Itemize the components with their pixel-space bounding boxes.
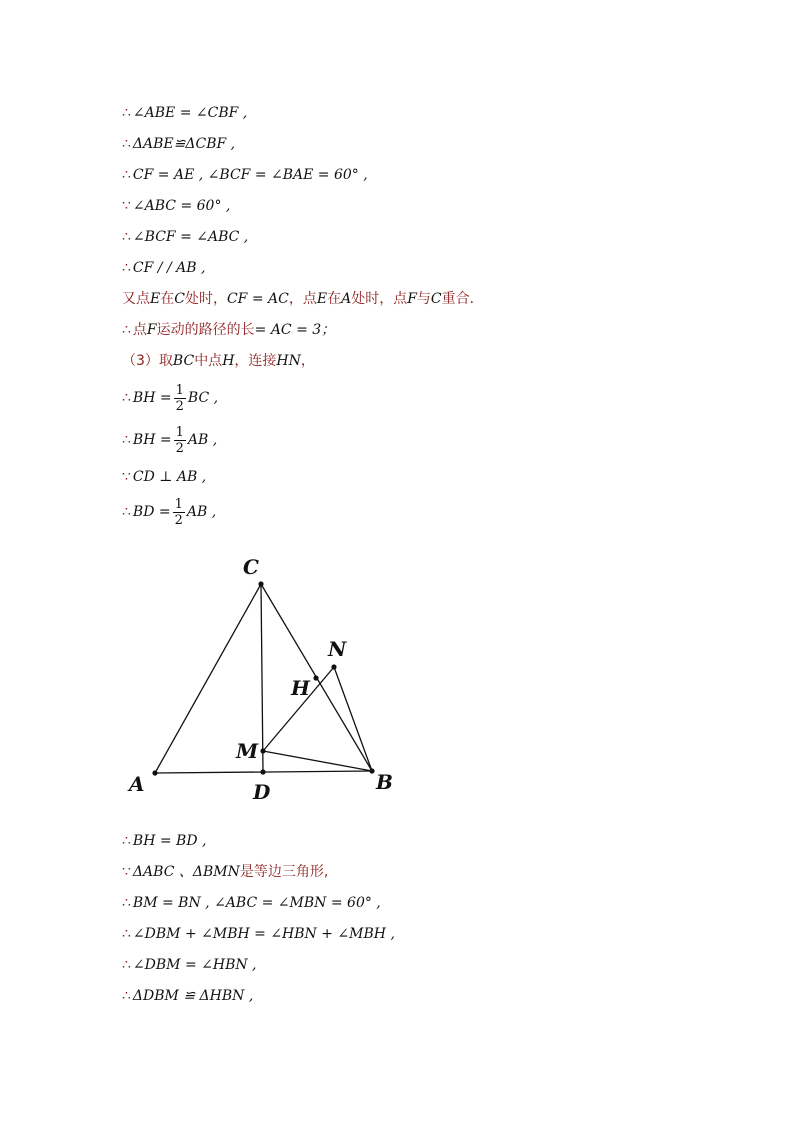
math-expr: ΔABC 、ΔBMN (132, 864, 240, 880)
text: ， (300, 353, 315, 369)
math-expr: BC , (187, 390, 219, 406)
fraction-numerator: 1 (175, 382, 184, 398)
therefore-symbol: ∴ (122, 432, 131, 448)
math-var: E (150, 291, 161, 307)
math-expr: CF / / AB , (132, 260, 206, 276)
label-M: M (236, 739, 259, 763)
therefore-symbol: ∴ (122, 895, 131, 911)
segment-NB (334, 667, 372, 771)
point-A (152, 770, 157, 775)
text: 重合． (441, 291, 484, 307)
label-C: C (243, 555, 259, 579)
text: 运动的路径的长 (156, 322, 255, 338)
math-expr: CF = AC (226, 291, 289, 307)
fraction-numerator: 1 (175, 424, 184, 440)
therefore-symbol: ∴ (122, 105, 131, 121)
proof-line-b4 (122, 921, 395, 947)
proof-line-b2 (122, 859, 328, 885)
therefore-symbol: ∴ (122, 136, 131, 152)
proof-line-b6 (122, 983, 253, 1009)
therefore-symbol: ∴ (122, 957, 131, 973)
math-expr: AB , (187, 432, 218, 448)
segment-CD (261, 584, 263, 772)
math-var: E (316, 291, 328, 307)
label-A: A (129, 772, 145, 796)
math-var: H (222, 353, 235, 369)
math-expr: ∠DBM = ∠HBN , (132, 957, 257, 973)
label-B: B (376, 770, 393, 794)
math-var: A (341, 291, 352, 307)
text: 处时，点 (351, 291, 408, 307)
fraction-numerator: 1 (174, 496, 183, 512)
therefore-symbol: ∴ (122, 504, 131, 520)
math-var: C (430, 291, 442, 307)
point-B (369, 768, 374, 773)
text: 在 (160, 291, 175, 307)
fraction-denominator: 2 (174, 512, 183, 528)
math-expr: ∠DBM + ∠MBH = ∠HBN + ∠MBH , (132, 926, 395, 942)
text: 是等边三角形, (239, 864, 329, 880)
therefore-symbol: ∴ (122, 167, 131, 183)
segment-MB (263, 751, 372, 771)
label-H: H (291, 676, 310, 700)
because-symbol: ∵ (122, 469, 131, 485)
math-expr: = AC = 3； (254, 322, 336, 338)
math-var: F (146, 322, 157, 338)
because-symbol: ∵ (122, 198, 131, 214)
math-var: C (174, 291, 185, 307)
math-var: HN (276, 353, 301, 369)
text: （3）取 (122, 353, 173, 369)
proof-line-b1 (122, 828, 206, 854)
text: 处时， (184, 291, 227, 307)
point-H (313, 675, 318, 680)
therefore-symbol: ∴ (122, 322, 131, 338)
therefore-symbol: ∴ (122, 390, 131, 406)
therefore-symbol: ∴ (122, 833, 131, 849)
label-N: N (328, 637, 347, 661)
text: 又点 (122, 291, 150, 307)
math-expr: ΔABE≌ΔCBF , (132, 136, 236, 152)
math-expr: ΔDBM ≌ ΔHBN , (132, 988, 254, 1004)
math-expr: CF = AE , ∠BCF = ∠BAE = 60° , (132, 167, 368, 183)
therefore-symbol: ∴ (122, 229, 131, 245)
proof-line-b5 (122, 952, 257, 978)
math-expr: ∠ABE = ∠CBF , (132, 105, 248, 121)
point-M (260, 748, 265, 753)
text: 中点 (194, 353, 223, 369)
math-expr: BH = (132, 390, 172, 406)
text: ，点 (288, 291, 317, 307)
point-C (258, 581, 263, 586)
because-symbol: ∵ (122, 864, 131, 880)
math-expr: CD ⊥ AB , (132, 469, 207, 485)
fraction-denominator: 2 (175, 398, 184, 414)
math-expr: ∠ABC = 60° , (132, 198, 231, 214)
text: 在 (327, 291, 342, 307)
label-D: D (253, 780, 271, 804)
math-expr: BM = BN , ∠ABC = ∠MBN = 60° , (132, 895, 381, 911)
text: 与 (416, 291, 431, 307)
math-var: F (407, 291, 417, 307)
therefore-symbol: ∴ (122, 260, 131, 276)
proof-line-b3 (122, 890, 381, 916)
point-N (331, 664, 336, 669)
fraction-denominator: 2 (175, 440, 184, 456)
math-expr: ∠BCF = ∠ABC , (132, 229, 249, 245)
therefore-symbol: ∴ (122, 926, 131, 942)
text: ，连接 (234, 353, 277, 369)
math-expr: BH = BD , (132, 833, 207, 849)
text: 点 (132, 322, 147, 338)
point-D (260, 769, 265, 774)
therefore-symbol: ∴ (122, 988, 131, 1004)
math-var: BC (172, 353, 195, 369)
math-expr: AB , (186, 504, 217, 520)
math-expr: BH = (132, 432, 172, 448)
math-expr: BD = (132, 504, 171, 520)
